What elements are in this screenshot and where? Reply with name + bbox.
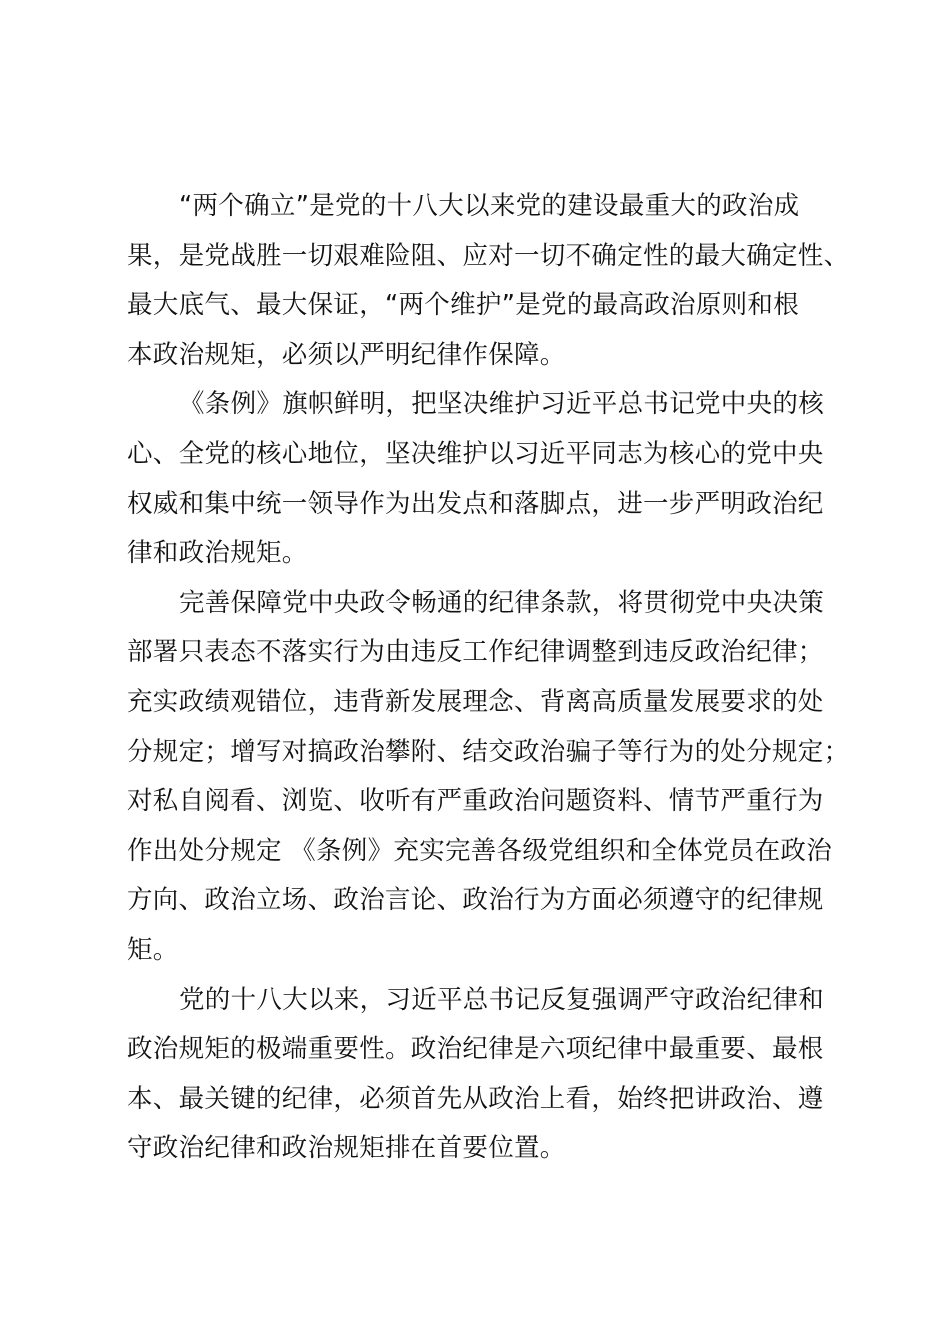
text-line: 心、全党的核心地位，坚决维护以习近平同志为核心的党中央: [127, 438, 824, 469]
paragraph-3: [127, 579, 850, 976]
text-line: “两个确立”是党的十八大以来党的建设最重大的政治成: [179, 191, 800, 221]
text-line: 本、最关键的纪律，必须首先从政治上看，始终把讲政治、遵: [127, 1083, 824, 1114]
text-line: 《条例》旗帜鲜明，把坚决维护习近平总书记党中央的核: [179, 389, 825, 420]
text-line: 权威和集中统一领导作为出发点和落脚点，进一步严明政治纪: [127, 488, 824, 519]
text-line: 部署只表态不落实行为由违反工作纪律调整到违反政治纪律；: [127, 637, 824, 668]
text-line: 分规定；增写对搞政治攀附、结交政治骗子等行为的处分规定；: [127, 736, 850, 767]
text-line: 政治规矩的极端重要性。政治纪律是六项纪律中最重要、最根: [127, 1034, 824, 1065]
text-line: 党的十八大以来，习近平总书记反复强调严守政治纪律和: [179, 984, 825, 1015]
text-line: 完善保障党中央政令畅通的纪律条款，将贯彻党中央决策: [179, 587, 825, 618]
text-line: 最大底气、最大保证，“两个维护”是党的最高政治原则和根: [127, 290, 800, 321]
text-line: 果，是党战胜一切艰难险阻、应对一切不确定性的最大确定性、: [127, 240, 850, 271]
text-line: 本政治规矩，必须以严明纪律作保障。: [127, 339, 566, 370]
document-body: [127, 182, 850, 1174]
text-line: 守政治纪律和政治规矩排在首要位置。: [127, 1133, 566, 1164]
text-line: 矩。: [127, 934, 179, 965]
text-line: 作出处分规定 《条例》充实完善各级党组织和全体党员在政治: [127, 835, 833, 866]
paragraph-1: [127, 182, 850, 380]
paragraph-4: [127, 976, 837, 1174]
text-line: 律和政治规矩。: [127, 538, 308, 569]
text-line: 充实政绩观错位，违背新发展理念、背离高质量发展要求的处: [127, 686, 824, 717]
paragraph-2: [127, 380, 837, 578]
text-line: 方向、政治立场、政治言论、政治行为方面必须遵守的纪律规: [127, 885, 824, 916]
text-line: 对私自阅看、浏览、收听有严重政治问题资料、情节严重行为: [127, 786, 824, 817]
